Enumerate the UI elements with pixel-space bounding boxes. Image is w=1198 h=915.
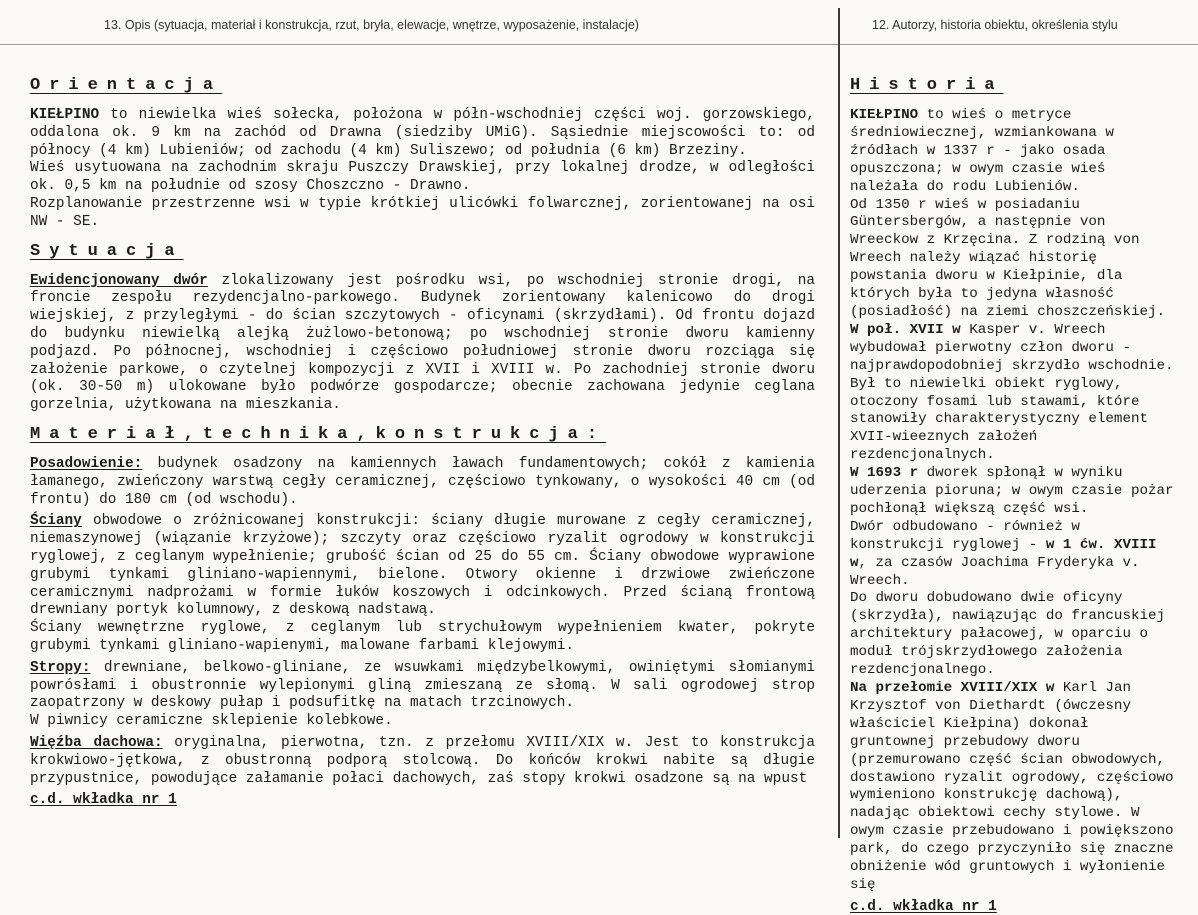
history-text-1: to wieś o metryce średniowiecznej, wzmiankowana w źródłach w 1337 r - jako osada opuszczona; w owym czasie wieś należała do rodu Lubieniów. <box>850 107 1114 195</box>
orientacja-paragraph-2: Wieś usytuowana na zachodnim skraju Puszczy Drawskiej, przy lokalnej drodze, w odległości ok. 0,5 km na południe od szosy Choszczno - Drawno. <box>30 160 815 195</box>
continuation-note-right: c.d. wkładka nr 1 <box>850 898 997 915</box>
continuation-note-left: c.d. wkładka nr 1 <box>30 792 177 809</box>
description-column <box>30 66 815 808</box>
stropy-paragraph <box>30 660 815 713</box>
sciany-paragraph <box>30 513 815 620</box>
history-text-5a: Dwór odbudowano - również w konstrukcji ryglowej - <box>850 518 1080 553</box>
history-column <box>850 66 1180 915</box>
posadowienie-paragraph <box>30 456 815 509</box>
history-text-7: Karl Jan Krzysztof von Diethardt (ówczesny właściciel Kiełpina) dokonał gruntownej przebudowy dworu (przemurowano część ścian obwodowych, dostawiono ryzalit ogrodowy, częściowo wymieniono konstrukcję dachową), nadając obiektowi cechy stylowe. W owym czasie przebudowano i powiększono park, do czego przyczyniło się znaczne obniżenie wód gruntowych i wyłonienie się <box>850 680 1174 893</box>
history-lead-4: W 1693 r <box>850 465 919 482</box>
sytuacja-heading: Sytuacja <box>30 241 184 261</box>
historia-heading: Historia <box>850 76 1004 95</box>
posadowienie-lead: Posadowienie: <box>30 455 143 472</box>
column-divider <box>838 8 840 838</box>
sytuacja-text: zlokalizowany jest pośrodku wsi, po wschodniej stronie drogi, na froncie zespołu rezydencjalno-parkowego. Budynek zorientowany kalenicowo do drogi wiejskiej, z przyległymi - do ścian szczytowych - oficynami (skrzydłami). Od frontu dojazd do budynku niewielką alejką żużlowo-betonową; po wschodniej stronie dworu kamienny podjazd. Po północnej, wschodniej i częściowo południowej stronie dworu rozciąga się założenie parkowe, o czytelnej kompozycji z XVII i XVIII w. Po zachodniej stronie dworu (ok. 30-50 m) ulokowane było podwórze gospodarcze; obecnie zachowana jedynie ceglana gorzelnia, użytkowana na mieszkania. <box>30 272 815 414</box>
history-bold-5: w 1 ćw. XVIII w <box>850 536 1157 571</box>
village-name-history: KIEŁPINO <box>850 107 919 123</box>
material-heading: Materiał,technika,konstrukcja: <box>30 424 607 444</box>
stropy-paragraph-2: W piwnicy ceramiczne sklepienie kolebkowe. <box>30 713 393 730</box>
history-paragraph-7 <box>850 680 1180 895</box>
sciany-text: obwodowe o zróżnicowanej konstrukcji: ściany długie murowane z cegły ceramicznej, niemaszynowej (wiązanie krzyżowe); szczyty oraz częściowo ryzalit ogrodowy w konstrukcji ryglowej, z ceglanym wypełnienie; grubość ścian od 25 do 55 cm. Ściany obwodowe wyprawione grubymi tynkami gliniano-wapiennymi, bielone. Otwory okienne i drzwiowe zwieńczone ceramicznymi nadprożami w formie łuków koszowych i odcinkowych. Przed ścianą frontową drewniany portyk kolumnowy, z deskową nadstawą. <box>30 513 815 619</box>
left-column-header: 13. Opis (sytuacja, materiał i konstrukcja, rzut, bryła, elewacje, wnętrze, wyposażenie, instalacje) <box>104 18 639 32</box>
history-paragraph-5 <box>850 519 1180 591</box>
stropy-text: drewniane, belkowo-gliniane, ze wsuwkami międzybelkowymi, owiniętymi słomianymi powrósłami i obustronnie wylepionymi gliną zmieszaną ze słomą. W sali ogrodowej strop zaopatrzony w deskowy pułap i podsufitkę na matach trzcinowych. <box>30 659 815 712</box>
orientacja-heading: Orientacja <box>30 76 223 95</box>
history-paragraph-2: Od 1350 r wieś w posiadaniu Güntersbergów, a następnie von Wreeckow z Krzęcina. Z rodziną von Wreech należy wiązać historię powstania dworu w Kiełpinie, dla których była to jedyna własność (posiadłość) na ziemi choszczeńskiej. <box>850 196 1166 320</box>
history-text-4: dworek spłonął w wyniku uderzenia pioruna; w owym czasie pożar pochłonął większą część wsi. <box>850 465 1174 517</box>
history-paragraph-6: Do dworu dobudowano dwie oficyny (skrzydła), nawiązując do francuskiej architektury pałacowej, w oparciu o moduł trójskrzydłowego założenia rezdencjonalnego. <box>850 590 1166 679</box>
history-paragraph-4 <box>850 465 1180 519</box>
history-text-3: Kasper v. Wreech wybudował pierwotny człon dworu - najprawdopodobniej skrzydło wschodnie. Był to niewielki obiekt ryglowy, otoczony fosami lub stawami, które stanowiły charakterystyczny element XVII-wieeznych założeń rezdencjonalnych. <box>850 321 1174 464</box>
orientacja-paragraph-3: Rozplanowanie przestrzenne wsi w typie krótkiej ulicówki folwarcznej, zorientowanej na osi NW - SE. <box>30 195 815 230</box>
wiezba-lead: Więźba dachowa: <box>30 734 163 751</box>
sciany-lead: Ściany <box>30 513 82 530</box>
village-name: KIEŁPINO <box>30 107 100 123</box>
history-paragraph-3 <box>850 322 1180 465</box>
wiezba-paragraph <box>30 735 815 788</box>
orientacja-paragraph <box>30 107 815 160</box>
history-lead-3: W poł. XVII w <box>850 321 961 338</box>
history-lead-7: Na przełomie XVIII/XIX w <box>850 680 1055 696</box>
stropy-lead: Stropy: <box>30 659 91 676</box>
history-text-5b: , za czasów Joachima Fryderyka v. Wreech. <box>850 554 1140 589</box>
sytuacja-lead: Ewidencjonowany dwór <box>30 272 208 289</box>
history-paragraph-1 <box>850 107 1180 197</box>
sytuacja-paragraph <box>30 273 815 415</box>
right-column-header: 12. Autorzy, historia obiektu, określenia stylu <box>872 18 1118 32</box>
header-divider <box>0 44 1198 45</box>
sciany-paragraph-2: Ściany wewnętrzne ryglowe, z ceglanym lub strychułowym wypełnieniem kwater, pokryte grubymi tynkami gliniano-wapienymi, malowane farbami klejowymi. <box>30 620 815 654</box>
posadowienie-text: budynek osadzony na kamiennych ławach fundamentowych; cokół z kamienia łamanego, zwieńczony warstwą cegły ceramicznej, częściowo tynkowany, o wysokości 40 cm (od frontu) do 180 cm (od wschodu). <box>30 455 815 508</box>
wiezba-text: oryginalna, pierwotna, tzn. z przełomu XVIII/XIX w. Jest to konstrukcja krokwiowo-jętkowa, z obustronną podporą stolcową. Do końców krokwi nabite są długie przypustnice, powodujące załamanie połaci dachowych, zaś stopy krokwi osadzone są na wpust <box>30 734 815 787</box>
orientacja-text: to niewielka wieś sołecka, położona w półn-wschodniej części woj. gorzowskiego, oddalona ok. 9 km na zachód od Drawna (siedziby UMiG). Sąsiednie miejscowości to: od północy (4 km) Lubieniów; od zachodu (4 km) Suliszewo; od południa (6 km) Brzeziny. <box>30 107 815 159</box>
